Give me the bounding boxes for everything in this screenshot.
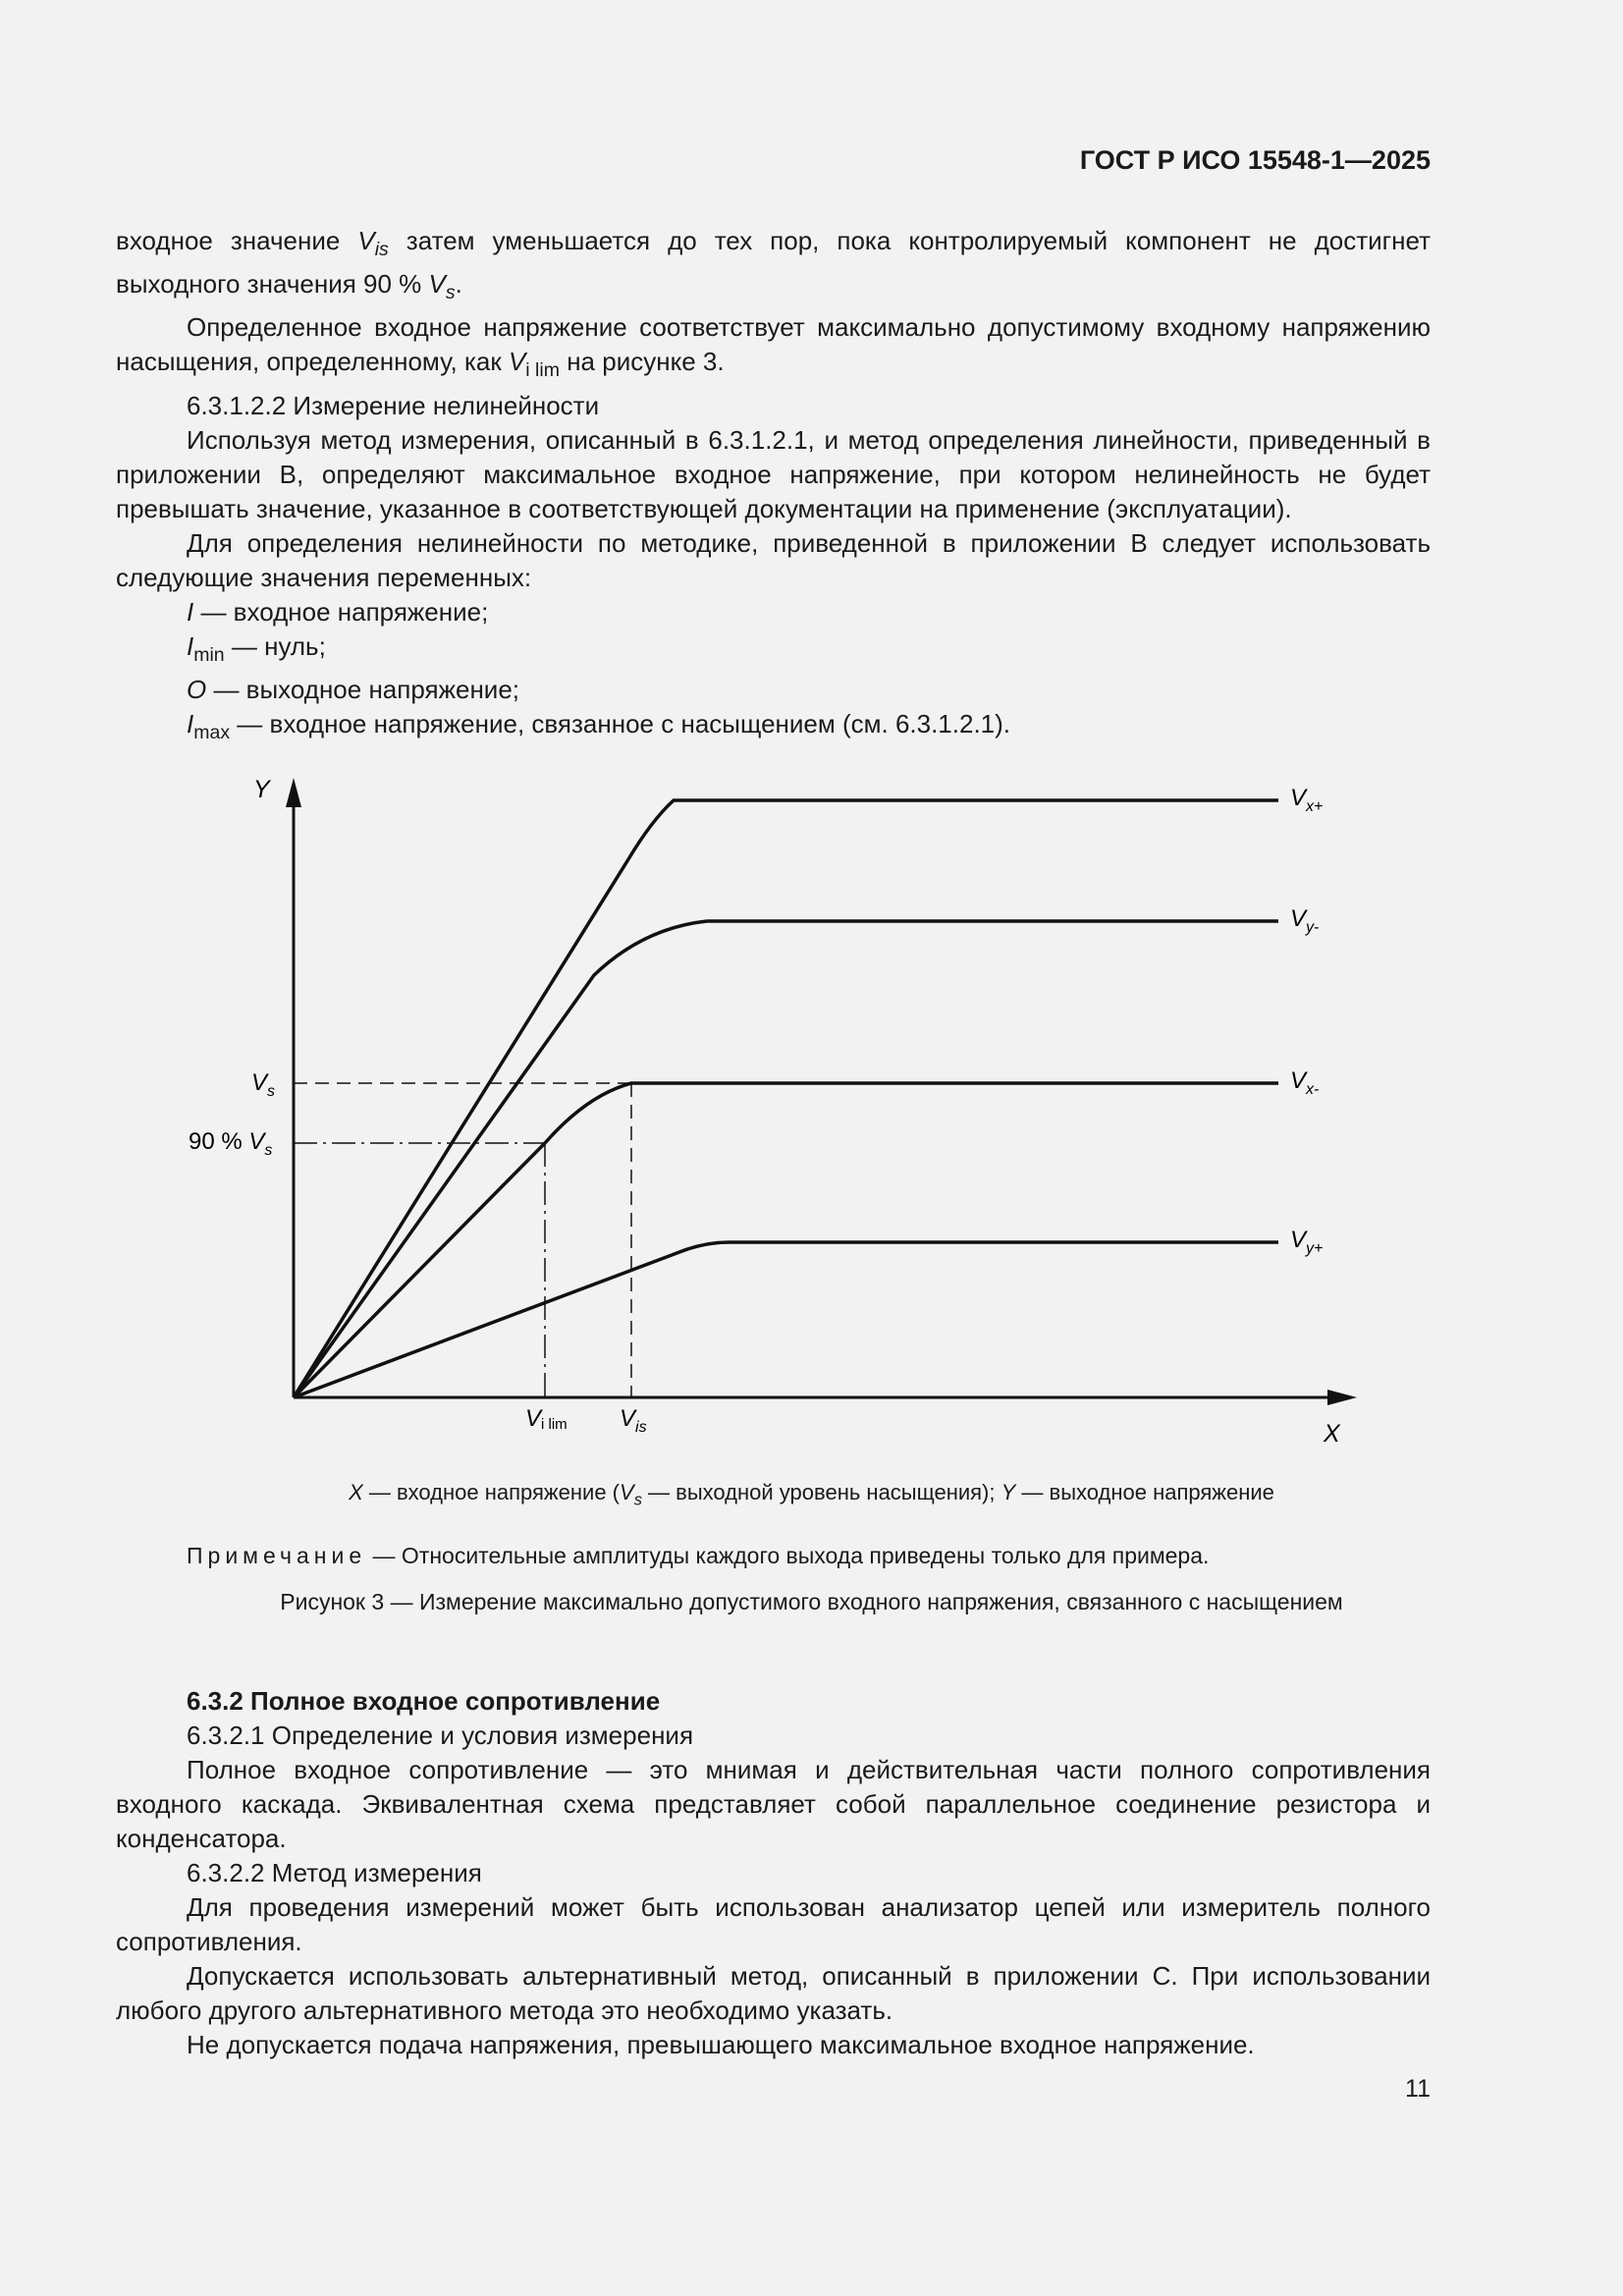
- curve-vx-plus: [294, 800, 1278, 1397]
- figure-note: Примечание — Относительные амплитуды каждого выхода приведены только для примера.: [187, 1543, 1210, 1568]
- vis-label: $V_{is}$: [620, 1405, 647, 1436]
- variable-item: $I_{min}$ — нуль;: [187, 630, 326, 666]
- section-heading: 6.3.2 Полное входное сопротивление: [187, 1686, 661, 1716]
- variable-item: I — входное напряжение;: [187, 596, 489, 627]
- paragraph: Для проведения измерений может быть использован анализатор цепей или измеритель полного сопротивления.: [116, 1892, 1431, 1956]
- y-axis-label: Y: [253, 776, 270, 803]
- x-axis-arrow-icon: [1327, 1390, 1357, 1405]
- variable-item: $I_{max}$ — входное напряжение, связанное с насыщением (см. 6.3.1.2.1).: [187, 708, 1011, 743]
- bottom-text: [116, 1684, 1431, 2062]
- figure-key: X — входное напряжение ($V_s$ — выходной уровень насыщения); Y — выходное напряжение: [349, 1480, 1274, 1509]
- curve-vy-minus: [294, 921, 1278, 1397]
- paragraph: Для определения нелинейности по методике, приведенной в приложении В следует использовать следующие значения переменных:: [116, 527, 1431, 592]
- page-number: 11: [1405, 2075, 1431, 2103]
- vilim-label: Vi lim: [525, 1405, 568, 1433]
- curve-label-vx-minus: $V_{x-}$: [1290, 1067, 1320, 1098]
- paragraph: Не допускается подача напряжения, превышающего максимальное входное напряжение.: [187, 2030, 1255, 2059]
- paragraph: входное значение $V_{is}$ затем уменьшается до тех пор, пока контролируемый компонент не достигнет выходного значения 90 % $V_s$.: [116, 226, 1431, 304]
- y-axis-arrow-icon: [286, 778, 301, 807]
- curve-vx-minus: [294, 1083, 1278, 1397]
- subsection-heading: 6.3.2.1 Определение и условия измерения: [187, 1721, 694, 1750]
- paragraph: Определенное входное напряжение соответствует максимально допустимому входному напряжению насыщения, определенному, как $V_{i lim}$ на рисунке 3.: [116, 312, 1431, 382]
- paragraph: Полное входное сопротивление — это мнимая и действительная части полного сопротивления входного каскада. Эквивалентная схема представляет собой параллельное соединение резистора и конденсатора.: [116, 1755, 1431, 1853]
- vs-label: $V_s$: [251, 1069, 276, 1100]
- subsection-heading: 6.3.2.2 Метод измерения: [187, 1858, 482, 1887]
- paragraph: Используя метод измерения, описанный в 6.3.1.2.1, и метод определения линейности, приведенный в приложении В, определяют максимальное входное напряжение, при котором нелинейность не будет превышать значение, указанное в соответствующей документации на применение (эксплуатации).: [116, 424, 1431, 523]
- curve-label-vx-plus: $V_{x+}$: [1290, 785, 1324, 815]
- ninety-vs-label: 90 % $V_s$: [189, 1128, 273, 1159]
- subsection-heading: 6.3.1.2.2 Измерение нелинейности: [187, 390, 600, 420]
- curve-label-vy-plus: $V_{y+}$: [1290, 1227, 1324, 1257]
- x-axis-label: X: [1324, 1420, 1340, 1448]
- figure-caption: Рисунок 3 — Измерение максимально допустимого входного напряжения, связанного с насыщением: [280, 1589, 1343, 1614]
- paragraph: Допускается использовать альтернативный метод, описанный в приложении С. При использовании любого другого альтернативного метода это необходимо указать.: [116, 1961, 1431, 2025]
- document-header: ГОСТ Р ИСО 15548-1—2025: [1079, 145, 1431, 175]
- variable-item: O — выходное напряжение;: [187, 674, 520, 704]
- curve-label-vy-minus: $V_{y-}$: [1290, 905, 1320, 936]
- top-text: [116, 224, 1431, 750]
- curve-vy-plus: [294, 1242, 1278, 1397]
